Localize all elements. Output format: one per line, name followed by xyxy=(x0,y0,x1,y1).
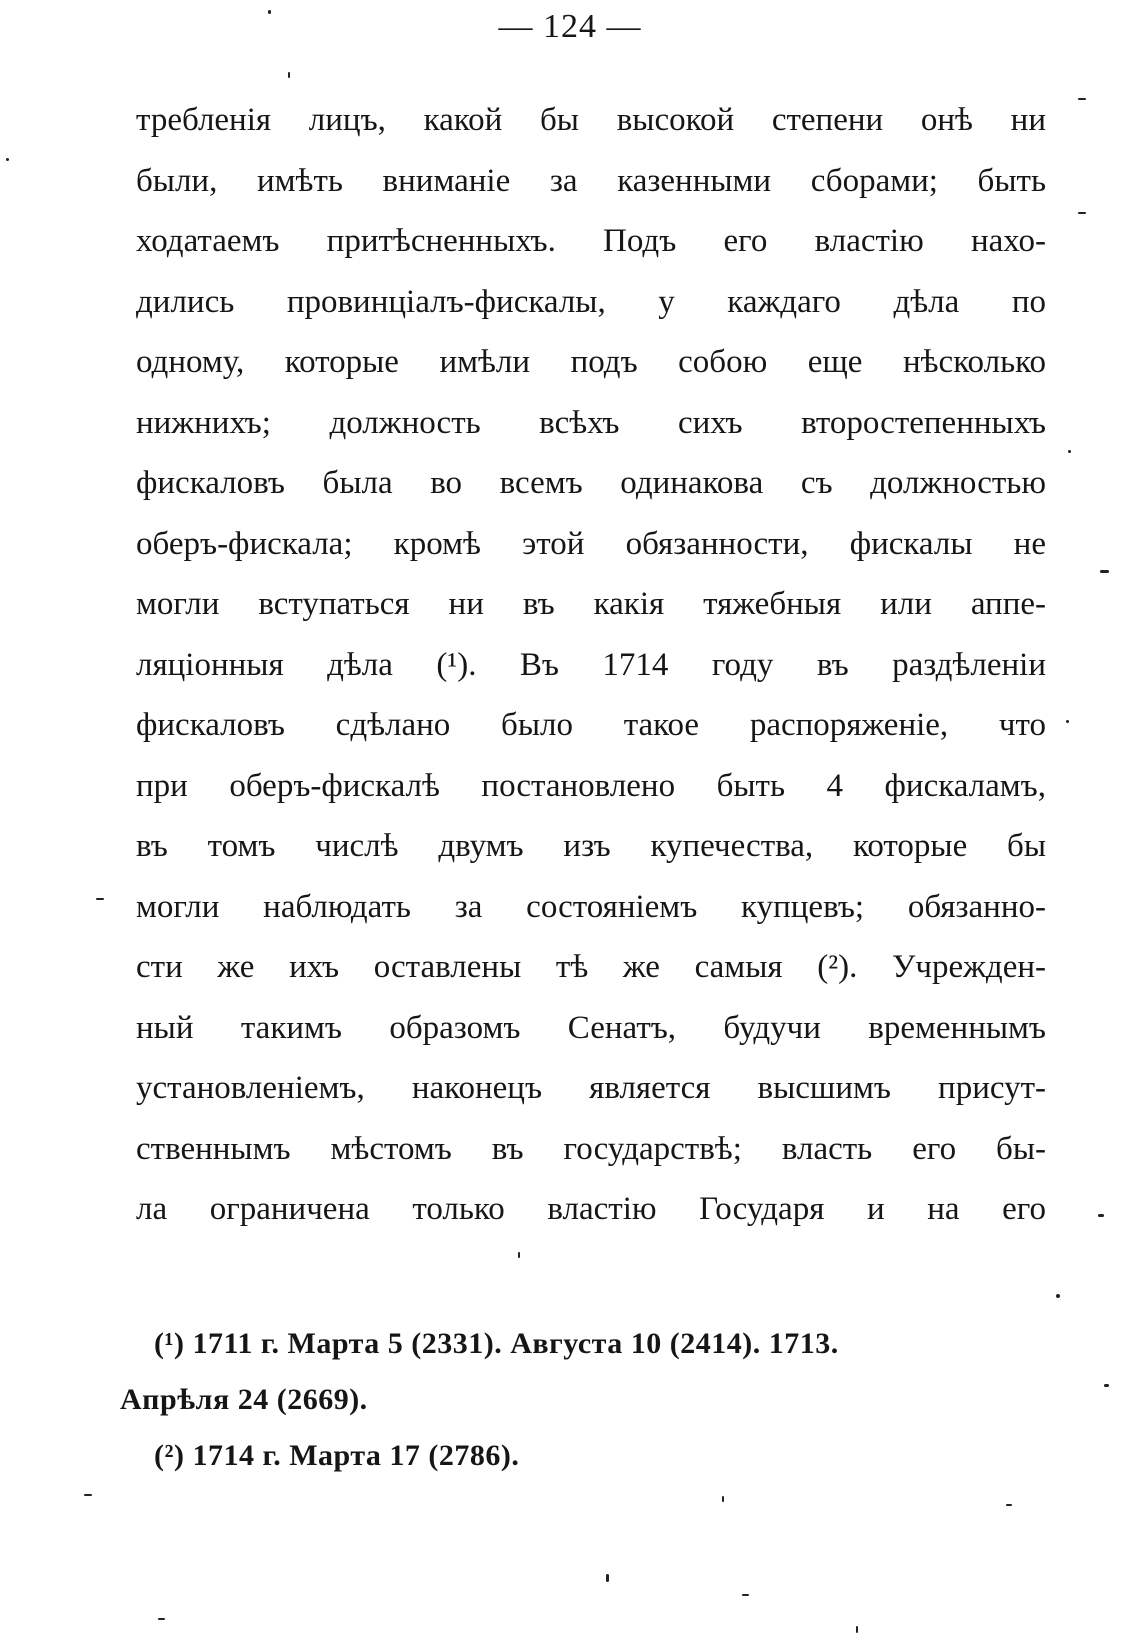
text-line: могли вступаться ни въ какія тяжебныя или аппе- xyxy=(136,586,1046,622)
text-line: ходатаемъ притѣсненныхъ. Подъ его властію нахо- xyxy=(136,223,1046,259)
scan-speck xyxy=(6,158,9,161)
scan-speck xyxy=(856,1626,858,1633)
page-number: — 124 — xyxy=(498,8,642,45)
scan-speck xyxy=(606,1574,609,1582)
text-line: фискаловъ сдѣлано было такое распоряженіе, что xyxy=(136,707,1046,743)
text-line: ный такимъ образомъ Сенатъ, будучи временнымъ xyxy=(136,1009,1046,1046)
text-line: ла ограничена только властію Государя и на его xyxy=(136,1191,1046,1227)
scan-speck xyxy=(1104,1384,1109,1387)
text-line: требленія лицъ, какой бы высокой степени онѣ ни xyxy=(136,102,1046,138)
text-line: ляціонныя дѣла (¹). Въ 1714 году въ раздѣленіи xyxy=(136,646,1046,683)
text-line: оберъ-фискала; кромѣ этой обязанности, фискалы не xyxy=(136,525,1046,562)
scan-speck xyxy=(96,898,104,900)
scan-speck xyxy=(84,1494,92,1496)
footnote-1-continued: Апрѣля 24 (2669). xyxy=(120,1383,368,1416)
scan-speck xyxy=(158,1618,165,1620)
text-line: при оберъ-фискалѣ постановлено быть 4 фискаламъ, xyxy=(136,767,1046,804)
text-line: нижнихъ; должность всѣхъ сихъ второстепенныхъ xyxy=(136,404,1046,441)
footnotes xyxy=(120,1316,1050,1484)
scan-speck xyxy=(1078,98,1086,100)
scan-speck xyxy=(742,1594,749,1596)
text-line: сти же ихъ оставлены тѣ же самыя (²). Учрежден- xyxy=(136,949,1046,985)
footnote-2: (²) 1714 г. Марта 17 (2786). xyxy=(154,1439,520,1472)
scan-speck xyxy=(1066,720,1069,723)
scan-speck xyxy=(1100,570,1109,573)
text-line: установленіемъ, наконецъ является высшимъ присут- xyxy=(136,1070,1046,1106)
scan-speck xyxy=(1056,1294,1060,1298)
scan-speck xyxy=(268,10,271,14)
scan-speck xyxy=(722,1496,724,1502)
text-line: могли наблюдать за состояніемъ купцевъ; обязанно- xyxy=(136,888,1046,925)
text-line: одному, которые имѣли подъ собою еще нѣсколько xyxy=(136,344,1046,380)
body-text xyxy=(136,90,1046,1240)
footnote-1: (¹) 1711 г. Марта 5 (2331). Августа 10 (2414). 1713. xyxy=(154,1327,839,1360)
text-line: были, имѣть вниманіе за казенными сборами; быть xyxy=(136,162,1046,199)
scan-speck xyxy=(1098,1214,1104,1217)
scan-speck xyxy=(1078,212,1086,214)
text-line: фискаловъ была во всемъ одинакова съ должностью xyxy=(136,465,1046,501)
scan-speck xyxy=(1006,1504,1012,1506)
text-line: въ томъ числѣ двумъ изъ купечества, которые бы xyxy=(136,828,1046,864)
text-line: дились провинціалъ-фискалы, у каждаго дѣла по xyxy=(136,283,1046,320)
scan-speck xyxy=(288,72,290,78)
text-line: ственнымъ мѣстомъ въ государствѣ; власть его бы- xyxy=(136,1130,1046,1167)
scan-speck xyxy=(518,1252,520,1258)
scan-speck xyxy=(1068,450,1071,453)
